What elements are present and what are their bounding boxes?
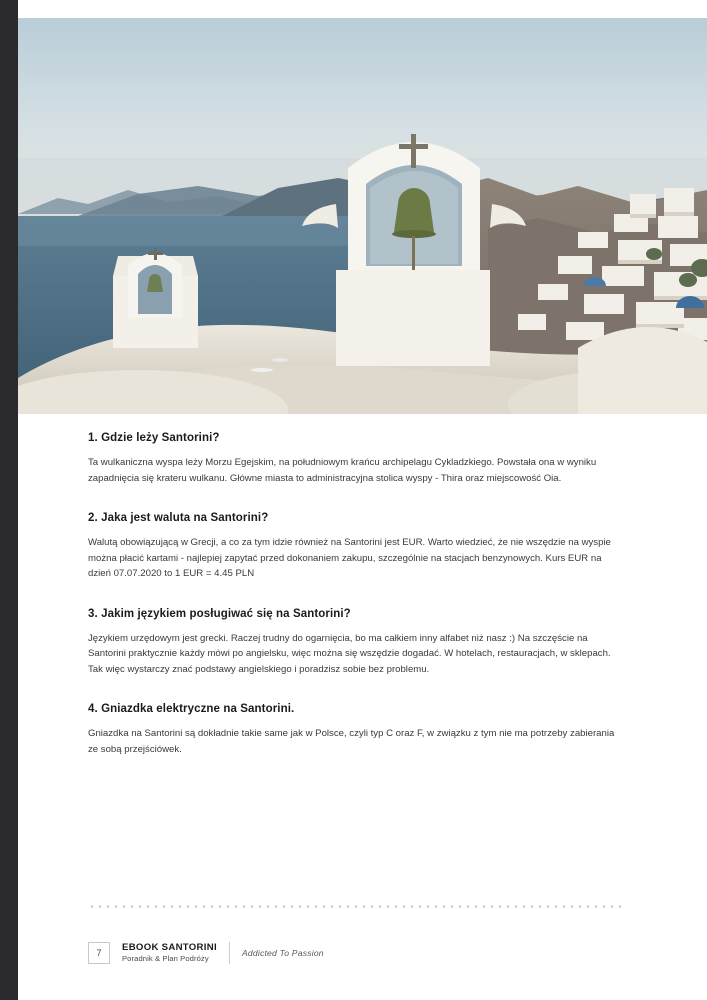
faq-question-2: 2. Jaka jest waluta na Santorini?	[88, 512, 269, 525]
footer-brand	[122, 942, 217, 963]
hero-illustration	[18, 18, 707, 414]
faq-answer-1: Ta wulkaniczna wyspa leży Morzu Egejskim, na południowym krańcu archipelagu Cykladzkiego. Powstała ona w wyniku zapadnięcia się krateru wulkanu. Główne miasta to administracyjna stolica wyspy - Thira oraz miejscowość Oia.	[88, 457, 597, 484]
footer-brand-subtitle: Poradnik & Plan Podróży	[122, 954, 209, 964]
faq-answer-2: Walutą obowiązującą w Grecji, a co za tym idzie również na Santorini jest EUR. Warto wiedzieć, że nie wszędzie na wyspie można płacić kartami - najlepiej zapytać przed dokonaniem zakupu, szczególnie na stacjach benzynowych. Kurs EUR na dzień 07.07.2020 to 1 EUR = 4.45 PLN	[88, 537, 611, 580]
page-footer	[88, 942, 324, 964]
faq-item-4	[88, 703, 625, 757]
footer-divider-line	[229, 942, 230, 964]
faq-question-3: 3. Jakim językiem posługiwać się na Santorini?	[88, 607, 351, 620]
faq-item-3	[88, 608, 625, 678]
footer-dotted-divider	[88, 905, 625, 908]
hero-photo	[18, 18, 707, 414]
faq-answer-4: Gniazdka na Santorini są dokładnie takie same jak w Polsce, czyli typ C oraz F, w związku z tym nie ma potrzeby zabierania ze sobą przejściówek.	[88, 728, 615, 755]
faq-answer-3: Językiem urzędowym jest grecki. Raczej trudny do ogarnięcia, bo ma całkiem inny alfabet niż nasz :) Na szczęście na Santorini praktycznie każdy mówi po angielsku, więc można się wszędzie dogadać. W hotelach, restauracjach, w sklepach. Tak więc wystarczy znać podstawy angielskiego i poradzisz sobie bez problemu.	[88, 632, 611, 675]
faq-question-1: 1. Gdzie leży Santorini?	[88, 432, 220, 444]
page-spine-bar	[0, 0, 18, 1000]
faq-question-4: 4. Gniazdka elektryczne na Santorini.	[88, 703, 295, 716]
article-body	[88, 432, 625, 761]
faq-item-2	[88, 512, 625, 582]
faq-item-1	[88, 432, 625, 486]
footer-tagline: Addicted To Passion	[241, 948, 324, 958]
footer-brand-title: EBOOK SANTORINI	[122, 942, 217, 954]
page-number: 7	[88, 942, 110, 964]
